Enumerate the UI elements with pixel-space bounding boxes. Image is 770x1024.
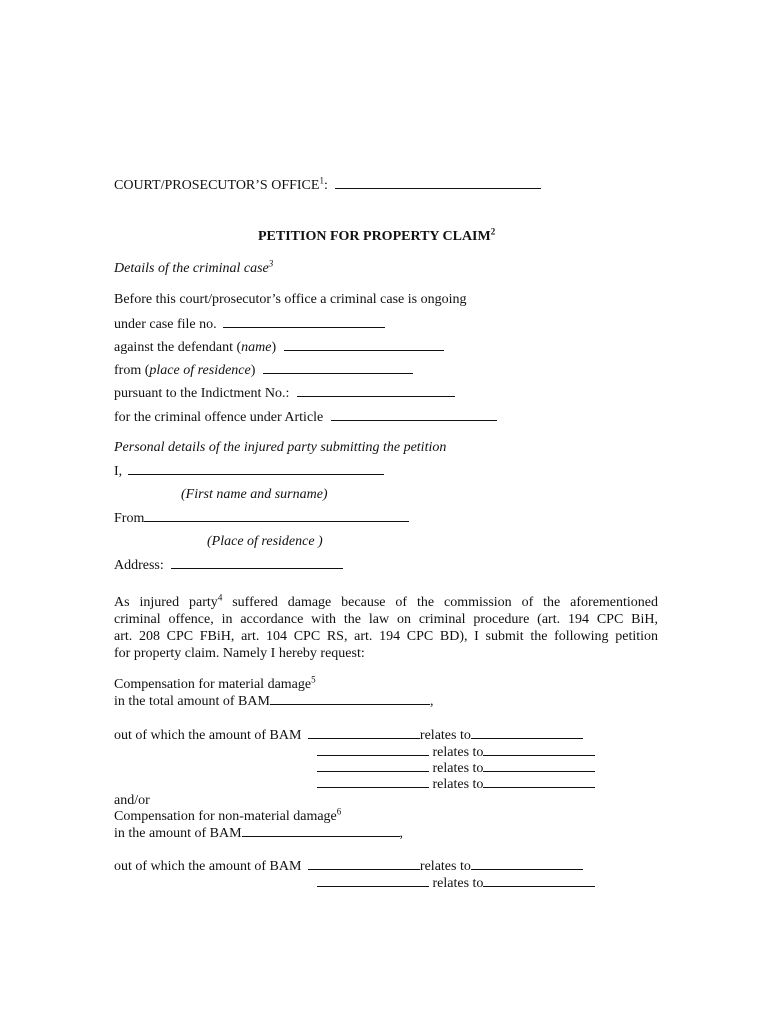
residence-line: from (place of residence) (114, 361, 413, 379)
party-name-field[interactable] (128, 462, 384, 475)
court-office-line: COURT/PROSECUTOR’S OFFICE$^1$: (114, 176, 541, 194)
party-address-line: Address: (114, 556, 343, 574)
footnote-ref-4: 4 (217, 592, 223, 603)
case-intro-text: Before this court/prosecutor’s office a criminal case is ongoing (114, 292, 467, 307)
case-file-field[interactable] (223, 315, 385, 328)
material-relates-field-3[interactable] (483, 759, 595, 772)
case-file-line: under case file no. (114, 315, 385, 333)
footnote-ref-6: 6 (336, 806, 342, 817)
nonmaterial-amount-line: in the amount of BAM , (114, 826, 404, 841)
material-total-field[interactable] (270, 692, 430, 705)
court-office-label: COURT/PROSECUTOR’S OFFICE (114, 178, 320, 193)
offence-line: for the criminal offence under Article (114, 408, 497, 426)
nonmaterial-amount-field-1[interactable] (308, 857, 420, 870)
statement-paragraph: As injured party$^4$ suffered damage because of the commission of the aforementioned criminal offence, in accordance with the law on criminal procedure (art. 194 CPC BiH, art. 208 CPC FBiH, art. 104 CPC RS, art. 194 CPC BD), I submit the following petition for property claim. Namely I hereby request: (114, 592, 659, 661)
court-office-field[interactable] (335, 176, 541, 189)
party-address-field[interactable] (171, 556, 343, 569)
material-breakdown-row-4: relates to (317, 775, 595, 793)
offence-article-field[interactable] (331, 408, 497, 421)
material-amount-field-4[interactable] (317, 775, 429, 788)
footnote-ref-1: 1 (319, 175, 324, 186)
page-title: PETITION FOR PROPERTY CLAIM$^2$ (258, 226, 496, 244)
nonmaterial-relates-field-1[interactable] (471, 857, 583, 870)
nonmaterial-relates-field-2[interactable] (483, 874, 595, 887)
party-details-heading: Personal details of the injured party submitting the petition (114, 440, 447, 455)
material-relates-field-1[interactable] (471, 726, 583, 739)
material-relates-field-4[interactable] (483, 775, 595, 788)
material-breakdown-row-1: out of which the amount of BAM relates to (114, 726, 583, 744)
nonmaterial-damage-heading: Compensation for non-material damage$^6$ (114, 806, 342, 824)
party-residence-field[interactable] (144, 509, 409, 522)
nonmaterial-amount-field[interactable] (242, 824, 400, 837)
defendant-name-field[interactable] (284, 338, 444, 351)
material-total-line: in the total amount of BAM , (114, 694, 434, 709)
material-breakdown-row-2: relates to (317, 743, 595, 761)
nonmaterial-breakdown-row-2: relates to (317, 874, 595, 892)
footnote-ref-3: 3 (268, 258, 274, 269)
andor-text: and/or (114, 793, 150, 808)
party-name-line: I, (114, 462, 384, 480)
defendant-line: against the defendant (name) (114, 338, 444, 356)
party-residence-hint: (Place of residence ) (207, 534, 323, 549)
material-amount-field-2[interactable] (317, 743, 429, 756)
material-damage-heading: Compensation for material damage$^5$ (114, 674, 316, 692)
material-amount-field-1[interactable] (308, 726, 420, 739)
nonmaterial-amount-field-2[interactable] (317, 874, 429, 887)
party-from-line: From (114, 509, 409, 527)
indictment-number-field[interactable] (297, 384, 455, 397)
case-details-heading: Details of the criminal case$^3$ (114, 258, 274, 276)
material-relates-field-2[interactable] (483, 743, 595, 756)
defendant-residence-field[interactable] (263, 361, 413, 374)
party-name-hint: (First name and surname) (181, 487, 328, 502)
footnote-ref-2: 2 (490, 226, 496, 237)
footnote-ref-5: 5 (311, 674, 316, 685)
material-amount-field-3[interactable] (317, 759, 429, 772)
nonmaterial-breakdown-row-1: out of which the amount of BAM relates to (114, 857, 583, 875)
indictment-line: pursuant to the Indictment No.: (114, 384, 455, 402)
material-breakdown-row-3: relates to (317, 759, 595, 777)
